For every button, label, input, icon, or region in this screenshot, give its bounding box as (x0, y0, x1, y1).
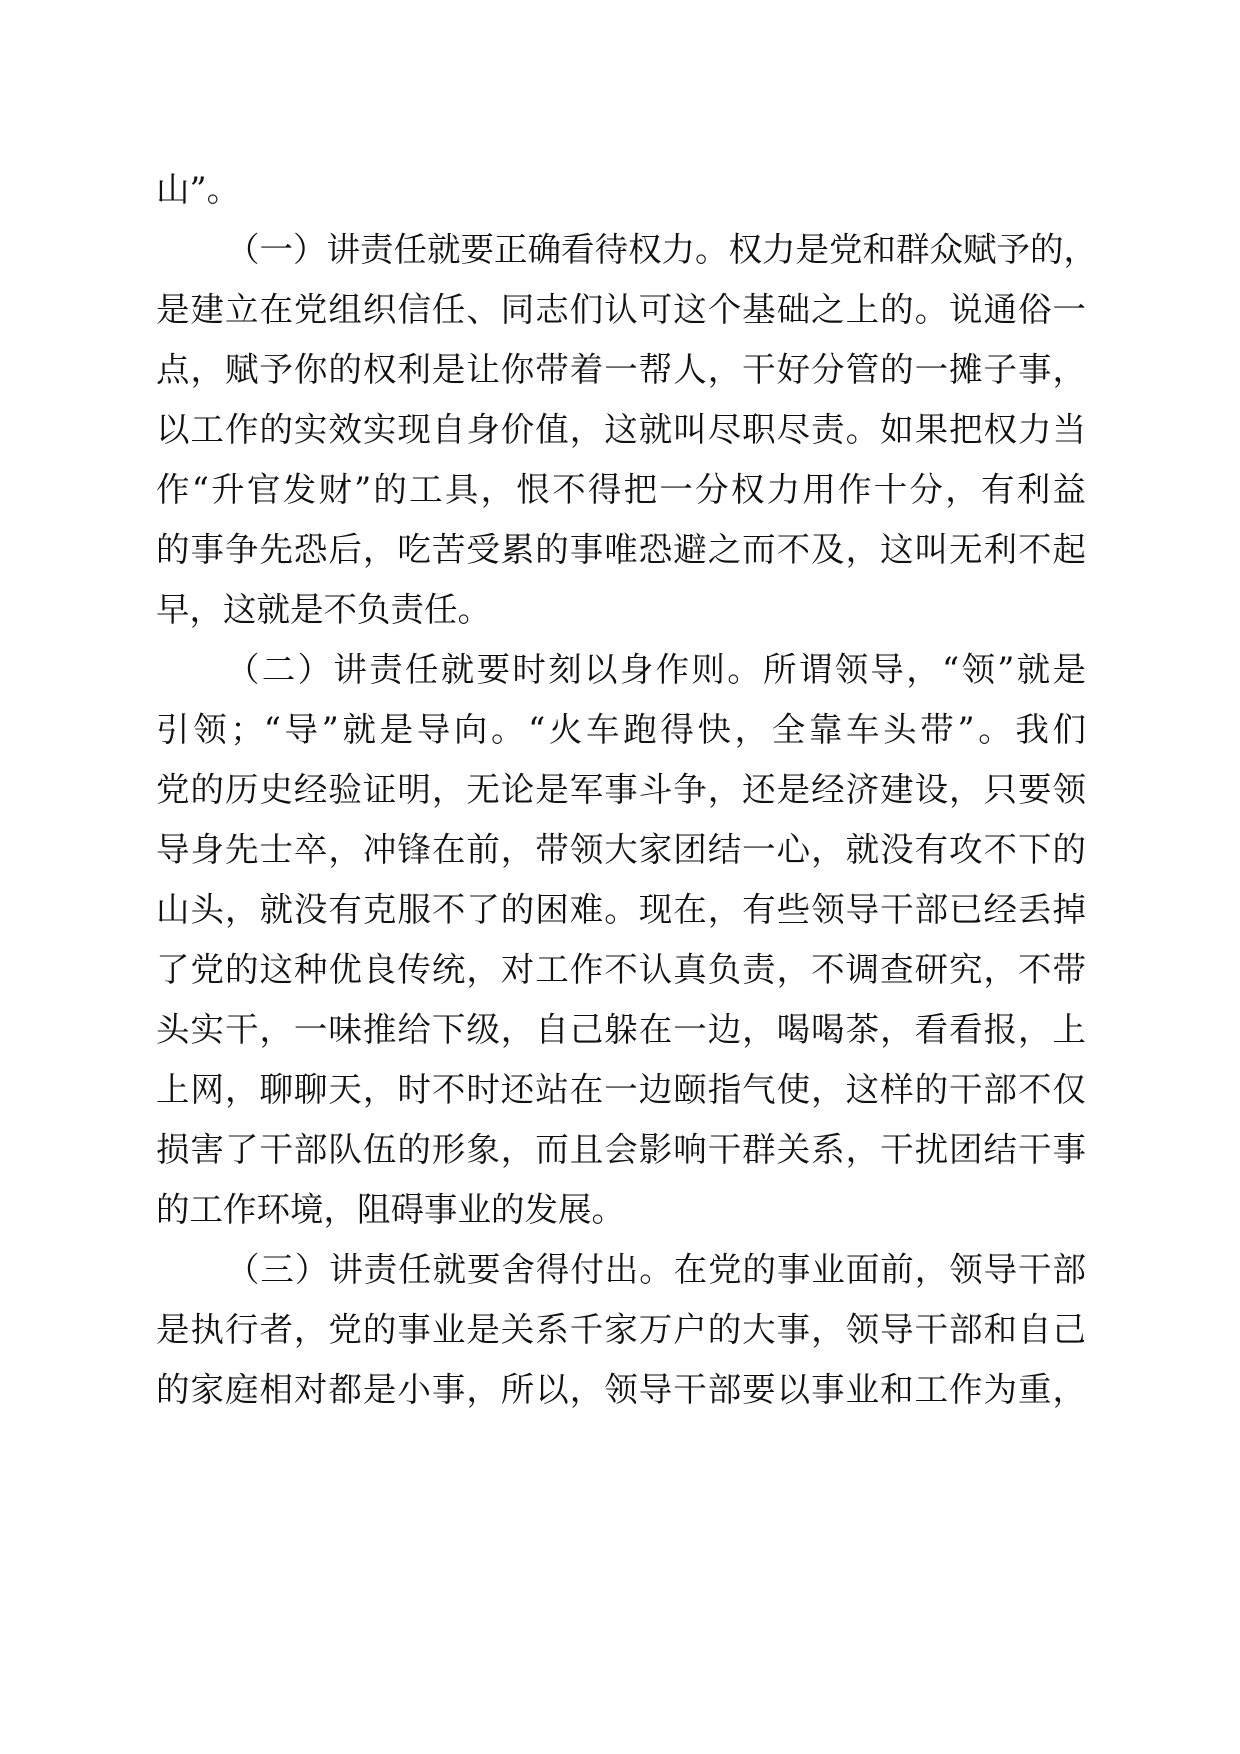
text-line: 的家庭相对都是小事，所以，领导干部要以事业和工作为重， (156, 1370, 1086, 1409)
text-line: 导身先士卒，冲锋在前，带领大家团结一心，就没有攻不下的 (156, 830, 1086, 869)
text-line: 上网，聊聊天，时不时还站在一边颐指气使，这样的干部不仅 (156, 1070, 1086, 1109)
text-line: 引领；“导”就是导向。“火车跑得快，全靠车头带”。我们 (156, 710, 1086, 749)
text-line: 是执行者，党的事业是关系千家万户的大事，领导干部和自己 (156, 1310, 1086, 1349)
text-line: 的工作环境，阻碍事业的发展。 (156, 1190, 625, 1229)
section-2-heading-line: （二）讲责任就要时刻以身作则。所谓领导，“领”就是 (226, 650, 1086, 689)
section-3-heading-line: （三）讲责任就要舍得付出。在党的事业面前，领导干部 (226, 1250, 1086, 1289)
text-line: 以工作的实效实现自身价值，这就叫尽职尽责。如果把权力当 (156, 410, 1086, 449)
text-line-continuation: 山”。 (156, 170, 241, 209)
text-line: 了党的这种优良传统，对工作不认真负责，不调查研究，不带 (156, 950, 1086, 989)
text-line: 党的历史经验证明，无论是军事斗争，还是经济建设，只要领 (156, 770, 1086, 809)
text-line: 的事争先恐后，吃苦受累的事唯恐避之而不及，这叫无利不起 (156, 530, 1086, 569)
text-line: 山头，就没有克服不了的困难。现在，有些领导干部已经丢掉 (156, 890, 1086, 929)
text-line: 点，赋予你的权利是让你带着一帮人，干好分管的一摊子事， (156, 350, 1086, 389)
text-line: 损害了干部队伍的形象，而且会影响干群关系，干扰团结干事 (156, 1130, 1086, 1169)
section-1-heading-line: （一）讲责任就要正确看待权力。权力是党和群众赋予的， (226, 230, 1097, 269)
text-line: 作“升官发财”的工具，恨不得把一分权力用作十分，有利益 (156, 470, 1086, 509)
text-line: 头实干，一味推给下级，自己躲在一边，喝喝茶，看看报，上 (156, 1010, 1086, 1049)
text-line: 是建立在党组织信任、同志们认可这个基础之上的。说通俗一 (156, 290, 1086, 329)
text-line: 早，这就是不负责任。 (156, 590, 491, 629)
